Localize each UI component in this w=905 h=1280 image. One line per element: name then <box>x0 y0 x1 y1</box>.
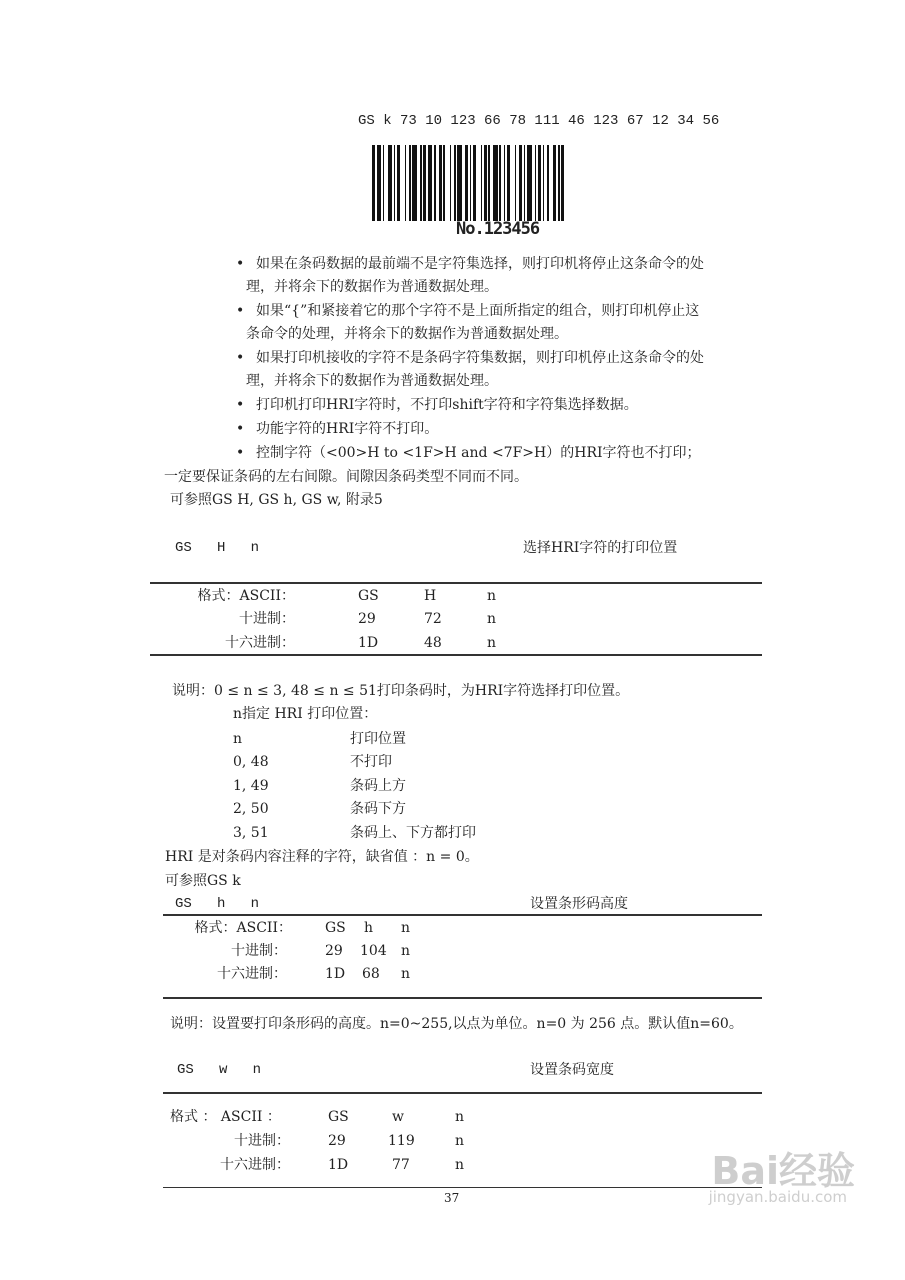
barcode-bar <box>507 145 510 221</box>
bullet-icon: • <box>236 445 245 461</box>
gs-H-title: 选择HRI字符的打印位置 <box>523 540 678 556</box>
hri-table-cell: 条码下方 <box>350 801 406 817</box>
hri-table-cell: 0, 48 <box>233 754 269 770</box>
gap-note: 一定要保证条码的左右间隙。间隙因条码类型不同而不同。 <box>164 469 528 485</box>
see-also: 可参照GS H, GS h, GS w, 附录5 <box>170 492 383 508</box>
format-cell: n <box>455 1133 465 1149</box>
format-cell: GS <box>328 1109 349 1125</box>
barcode-bar <box>412 145 417 221</box>
format-cell: 29 <box>358 611 376 627</box>
format-label: 十进制： <box>239 611 295 627</box>
barcode-bar <box>535 145 537 221</box>
barcode-bar <box>388 145 393 221</box>
baidu-watermark-url: jingyan.baidu.com <box>708 1188 847 1206</box>
barcode-bar <box>493 145 498 221</box>
hri-table-cell: 条码上方 <box>350 778 406 794</box>
divider <box>163 1187 762 1188</box>
gs-w-command: GS w n <box>177 1062 262 1078</box>
note-text: 如果“{”和紧接着它的那个字符不是上面所指定的组合，则打印机停止这 <box>256 303 700 319</box>
barcode-bar <box>428 145 433 221</box>
bullet-icon: • <box>236 421 245 437</box>
hri-table-cell: 2, 50 <box>233 801 269 817</box>
barcode-bar <box>499 145 501 221</box>
example-command: GS k 73 10 123 66 78 111 46 123 67 12 34 56 <box>358 113 720 129</box>
format-label: 格式：ASCII： <box>194 920 292 936</box>
barcode-bar <box>561 145 564 221</box>
barcode-bar <box>543 145 545 221</box>
bullet-icon: • <box>236 350 245 366</box>
barcode-bar <box>553 145 556 221</box>
format-cell: n <box>455 1109 465 1125</box>
format-label: 十进制： <box>231 943 287 959</box>
barcode-bar <box>383 145 385 221</box>
hri-table-cell: 3, 51 <box>233 825 269 841</box>
format-cell: GS <box>325 920 346 936</box>
barcode-bar <box>484 145 487 221</box>
gs-H-see-also: 可参照GS k <box>165 873 241 889</box>
bullet-icon: • <box>236 303 245 319</box>
divider <box>150 654 762 656</box>
format-cell: 104 <box>360 943 387 959</box>
barcode-bar <box>547 145 549 221</box>
gs-H-default: HRI 是对条码内容注释的字符，缺省值 ：n = 0。 <box>165 849 479 865</box>
barcode-bar <box>450 145 452 221</box>
barcode-bar <box>434 145 436 221</box>
note-text: 功能字符的HRI字符不打印。 <box>256 421 439 437</box>
format-cell: n <box>487 588 497 604</box>
barcode-bar <box>515 145 517 221</box>
barcode-bar <box>454 145 456 221</box>
barcode-bar <box>519 145 522 221</box>
barcode-bar <box>527 145 532 221</box>
barcode-bar <box>439 145 442 221</box>
format-cell: 72 <box>424 611 442 627</box>
note-text: 条命令的处理，并将余下的数据作为普通数据处理。 <box>246 326 568 342</box>
page-number: 37 <box>444 1191 460 1205</box>
note-text: 如果打印机接收的字符不是条码字符集数据，则打印机停止这条命令的处 <box>256 350 704 366</box>
barcode-bar <box>394 145 396 221</box>
format-cell: 29 <box>328 1133 346 1149</box>
barcode-bar <box>420 145 422 221</box>
format-label: 十六进制： <box>217 966 287 982</box>
divider <box>150 582 762 584</box>
divider <box>163 1092 762 1094</box>
note-text: 控制字符（<00>H to <1F>H and <7F>H）的HRI字符也不打印； <box>256 445 701 461</box>
format-cell: 1D <box>358 635 379 651</box>
barcode-image <box>372 145 622 221</box>
gs-H-description: 说明：0 ≤ n ≤ 3, 48 ≤ n ≤ 51打印条码时，为HRI字符选择打印位置。 <box>172 683 630 699</box>
format-cell: n <box>401 920 411 936</box>
hri-table-header: 打印位置 <box>350 731 406 747</box>
barcode-bar <box>377 145 382 221</box>
format-label: 十进制： <box>234 1133 290 1149</box>
note-text: 理，并将余下的数据作为普通数据处理。 <box>246 373 498 389</box>
format-label: 格式 ： ASCII ： <box>170 1109 281 1125</box>
hri-table-cell: 条码上、下方都打印 <box>350 825 476 841</box>
barcode-bar <box>405 145 407 221</box>
hri-table-header: n <box>233 731 243 747</box>
barcode-bar <box>538 145 541 221</box>
format-cell: 77 <box>392 1157 410 1173</box>
gs-h-command: GS h n <box>175 896 260 912</box>
format-cell: GS <box>358 588 379 604</box>
format-cell: 119 <box>388 1133 415 1149</box>
barcode-bar <box>488 145 490 221</box>
gs-w-title: 设置条码宽度 <box>530 1062 614 1078</box>
divider <box>163 914 762 916</box>
format-cell: 29 <box>325 943 343 959</box>
format-label: 十六进制： <box>225 635 295 651</box>
note-text: 如果在条码数据的最前端不是字符集选择，则打印机将停止这条命令的处 <box>256 256 704 272</box>
format-cell: n <box>487 611 497 627</box>
format-cell: 1D <box>325 966 346 982</box>
barcode-bar <box>457 145 462 221</box>
format-cell: n <box>401 966 411 982</box>
note-text: 打印机打印HRI字符时，不打印shift字符和字符集选择数据。 <box>256 397 638 413</box>
gs-h-title: 设置条形码高度 <box>530 896 628 912</box>
format-label: 格式：ASCII： <box>197 588 295 604</box>
barcode-bar <box>397 145 400 221</box>
gs-H-subtitle: n指定 HRI 打印位置： <box>233 706 378 722</box>
format-cell: n <box>401 943 411 959</box>
barcode-bar <box>504 145 506 221</box>
note-text: 理，并将余下的数据作为普通数据处理。 <box>246 279 498 295</box>
barcode-bar <box>409 145 411 221</box>
barcode-bar <box>470 145 472 221</box>
barcode-bar <box>443 145 445 221</box>
bullet-icon: • <box>236 256 245 272</box>
format-cell: 1D <box>328 1157 349 1173</box>
barcode-bar <box>372 145 375 221</box>
format-cell: 48 <box>424 635 442 651</box>
barcode-bar <box>473 145 476 221</box>
format-label: 十六进制： <box>220 1157 290 1173</box>
gs-H-command: GS H n <box>175 540 260 556</box>
barcode-hri-text: No.123456 <box>456 219 540 239</box>
bullet-icon: • <box>236 397 245 413</box>
barcode-bar <box>558 145 560 221</box>
barcode-bar <box>423 145 426 221</box>
format-cell: w <box>392 1109 404 1125</box>
format-cell: n <box>487 635 497 651</box>
divider <box>163 997 762 999</box>
format-cell: h <box>364 920 374 936</box>
gs-h-description: 说明：设置要打印条形码的高度。n=0~255,以点为单位。n=0 为 256 点。默认值n=60。 <box>170 1016 743 1032</box>
format-cell: n <box>455 1157 465 1173</box>
hri-table-cell: 不打印 <box>350 754 392 770</box>
baidu-watermark-logo: Bai经验 <box>711 1149 855 1193</box>
barcode-bar <box>481 145 483 221</box>
barcode-bar <box>524 145 526 221</box>
hri-table-cell: 1, 49 <box>233 778 269 794</box>
format-cell: H <box>424 588 437 604</box>
barcode-bar <box>465 145 468 221</box>
format-cell: 68 <box>362 966 380 982</box>
